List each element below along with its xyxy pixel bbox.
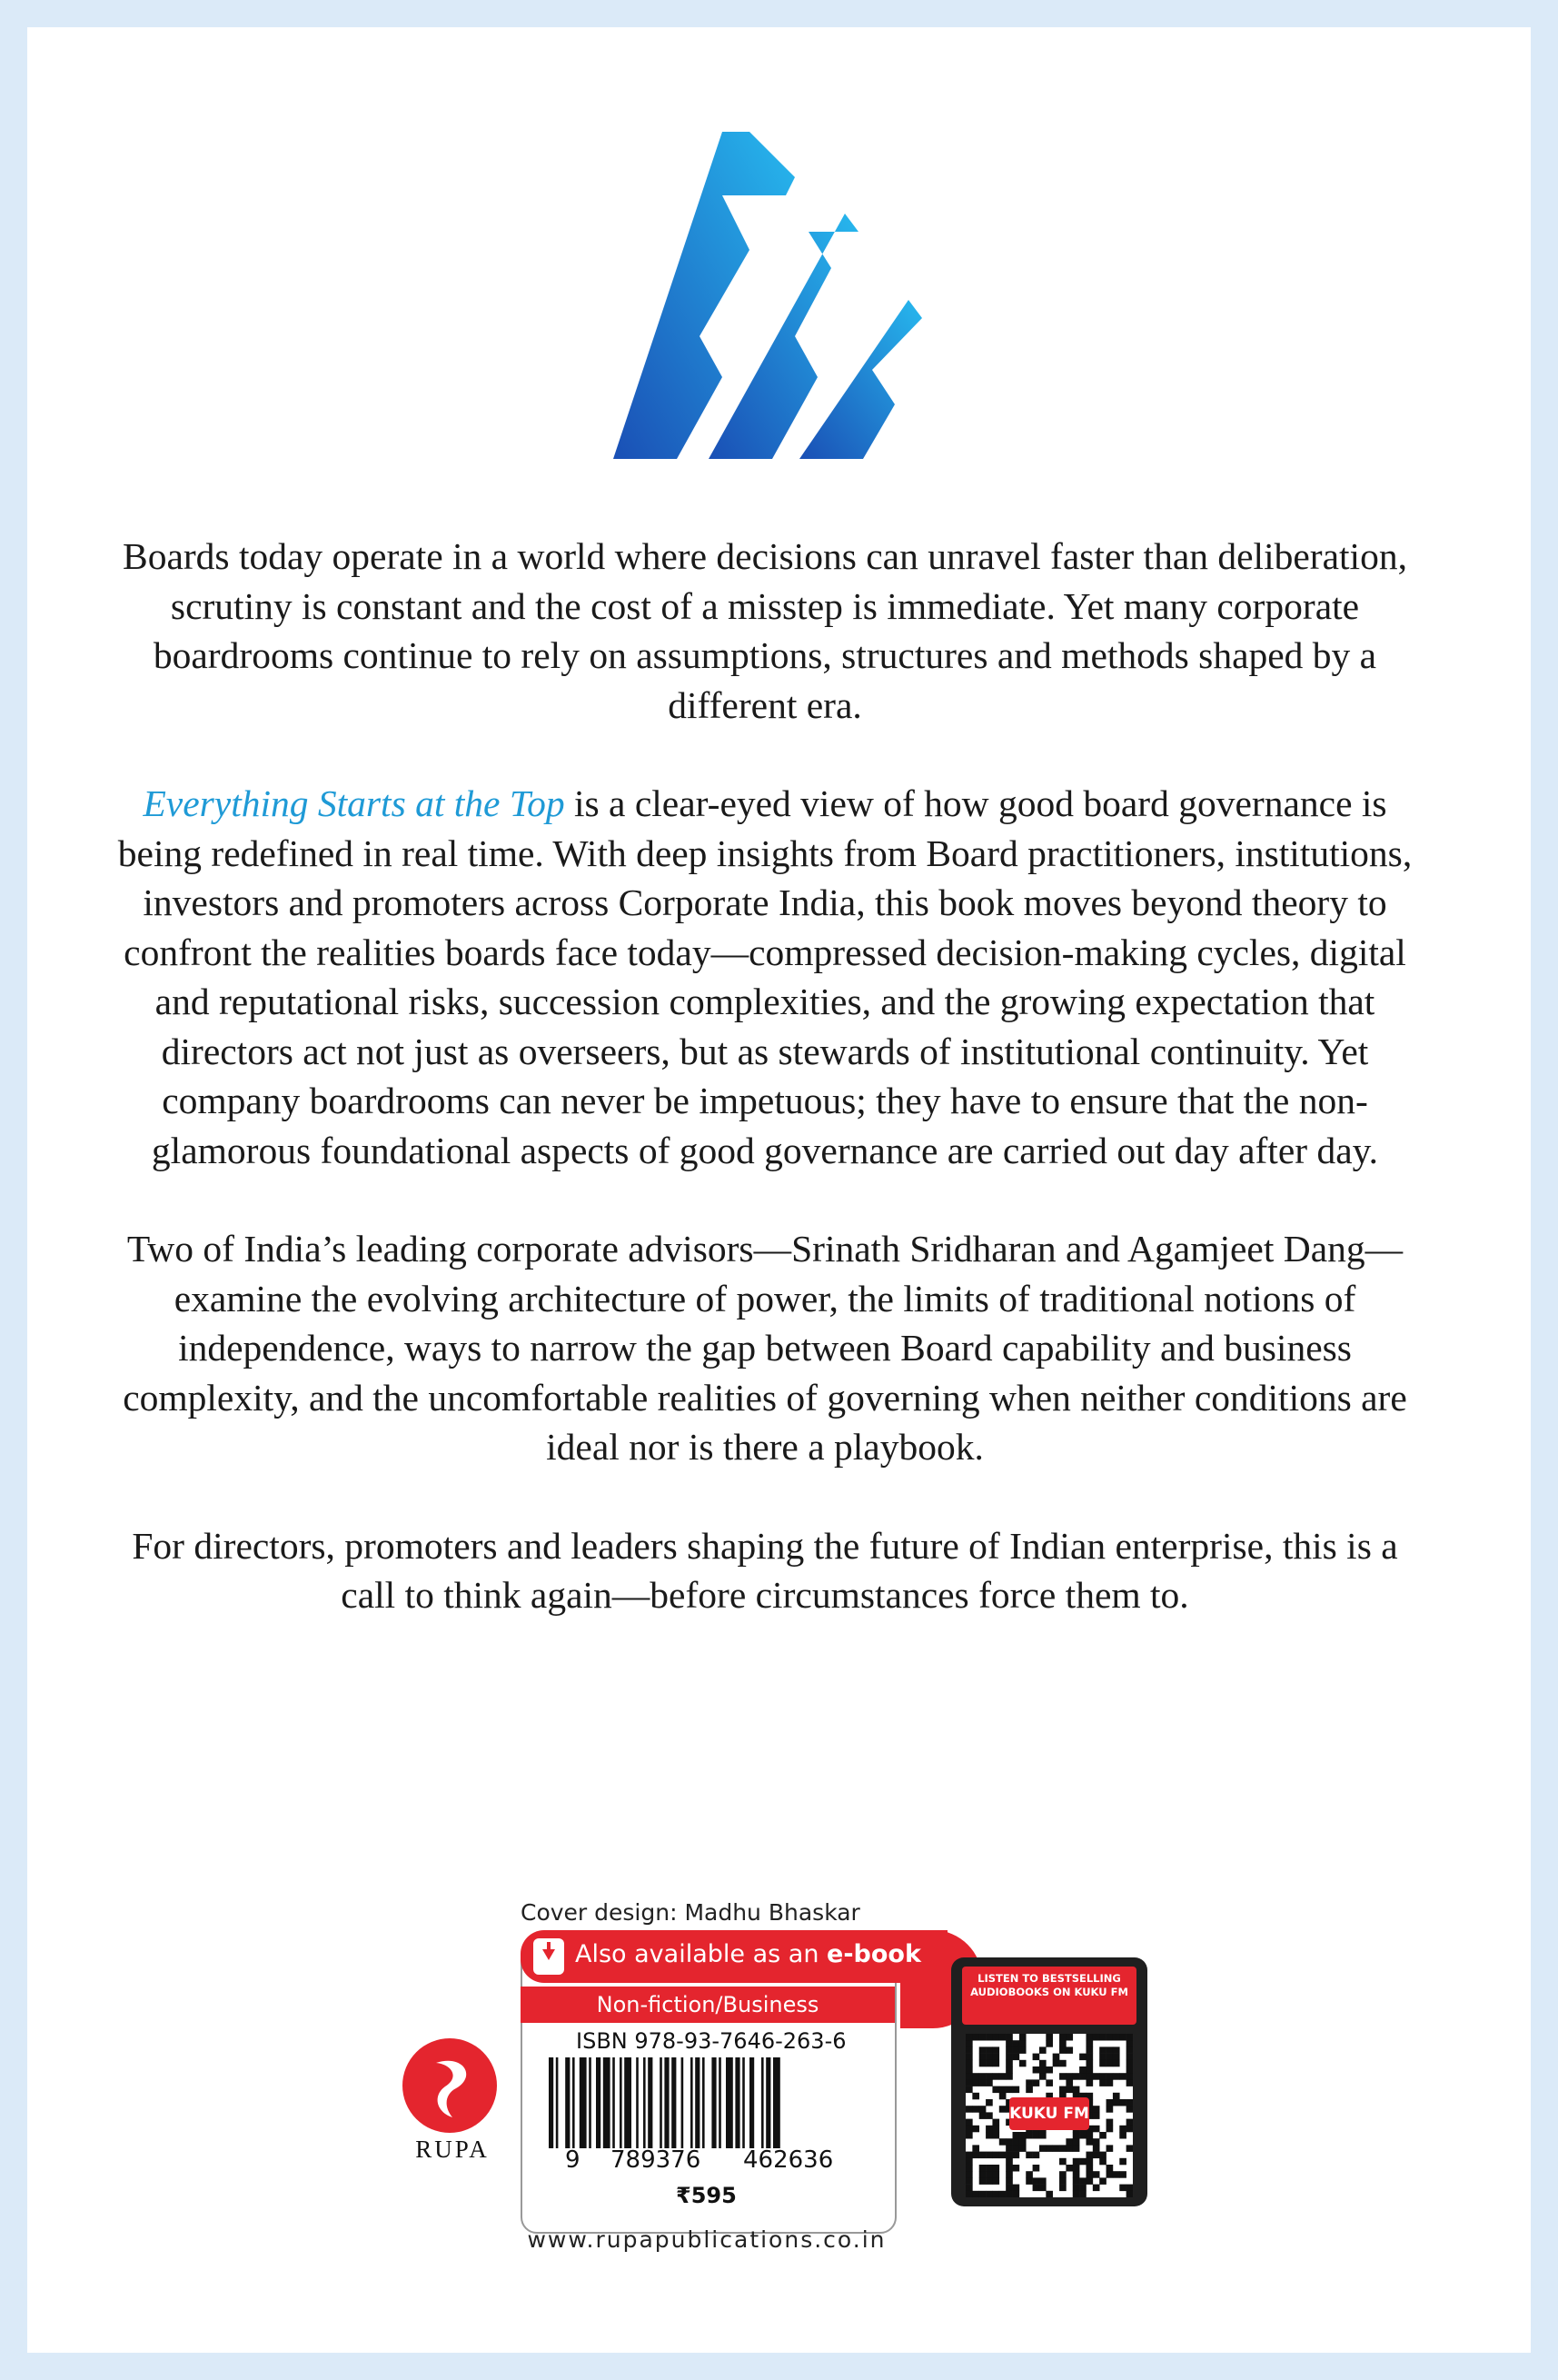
website-link[interactable]: www.rupapublications.co.in	[527, 2226, 887, 2253]
kuku-fm-qr-card[interactable]	[951, 1957, 1147, 2206]
ebook-prefix: Also available as an	[575, 1940, 828, 1968]
publisher-name: RUPA	[415, 2136, 490, 2163]
blurb-paragraph-4: For directors, promoters and leaders shaping the future of Indian enterprise, this is a call to think again—before circumstances force them to.	[132, 1524, 1398, 1616]
download-icon	[533, 1938, 564, 1975]
kuku-fm-badge: KUKU FM	[1009, 2097, 1089, 2130]
blurb-paragraph-3: Two of India’s leading corporate advisors—Srinath Sridharan and Agamjeet Dang—examine the evolving architecture of power, the limits of traditional notions of independence, ways to narrow the gap between Board capability and business complexity, and the uncomfortable realities of governing when neither conditions are ideal nor is there a playbook.	[123, 1228, 1407, 1468]
blurb-paragraph-2	[102, 779, 1428, 1175]
barcode-digits-middle: 789376	[610, 2146, 701, 2174]
price-label: ₹595	[676, 2183, 737, 2208]
barcode-digit-first: 9	[565, 2146, 581, 2174]
cover-design-credit: Cover design: Madhu Bhaskar	[521, 1899, 860, 1926]
blurb-paragraph-1: Boards today operate in a world where decisions can unravel faster than deliberation, scrutiny is constant and the cost of a misstep is immediate. Yet many corporate boardrooms continue to rely on assumptions, structures and methods shaped by a different era.	[123, 535, 1407, 726]
barcode-digits-last: 462636	[743, 2146, 834, 2174]
isbn-label: ISBN 978-93-7646-263-6	[576, 2028, 847, 2054]
barcode-icon	[545, 2057, 852, 2159]
kuku-fm-header: LISTEN TO BESTSELLING AUDIOBOOKS ON KUKU FM	[962, 1967, 1136, 2025]
rupa-logo-icon	[400, 2036, 500, 2136]
ebook-banner	[521, 1930, 948, 1983]
book-title: Everything Starts at the Top	[143, 782, 565, 824]
ebook-bold: e-book	[827, 1940, 921, 1968]
blurb-text	[102, 532, 1428, 1669]
mountain-logo-icon	[613, 132, 931, 459]
genre-label: Non-fiction/Business	[521, 1987, 895, 2023]
blurb-paragraph-2-text: is a clear-eyed view of how good board governance is being redefined in real time. With deep insights from Board practitioners, institutions, investors and promoters across Corporate India, this book moves beyond theory to confront the realities boards face today—compressed decision-making cycles, digital and reputational risks, succession complexities, and the growing expectation that directors act not just as overseers, but as stewards of institutional continuity. Yet company boardrooms can never be impetuous; they have to ensure that the non-glamorous foundational aspects of good governance are carried out day after day.	[117, 782, 1413, 1171]
